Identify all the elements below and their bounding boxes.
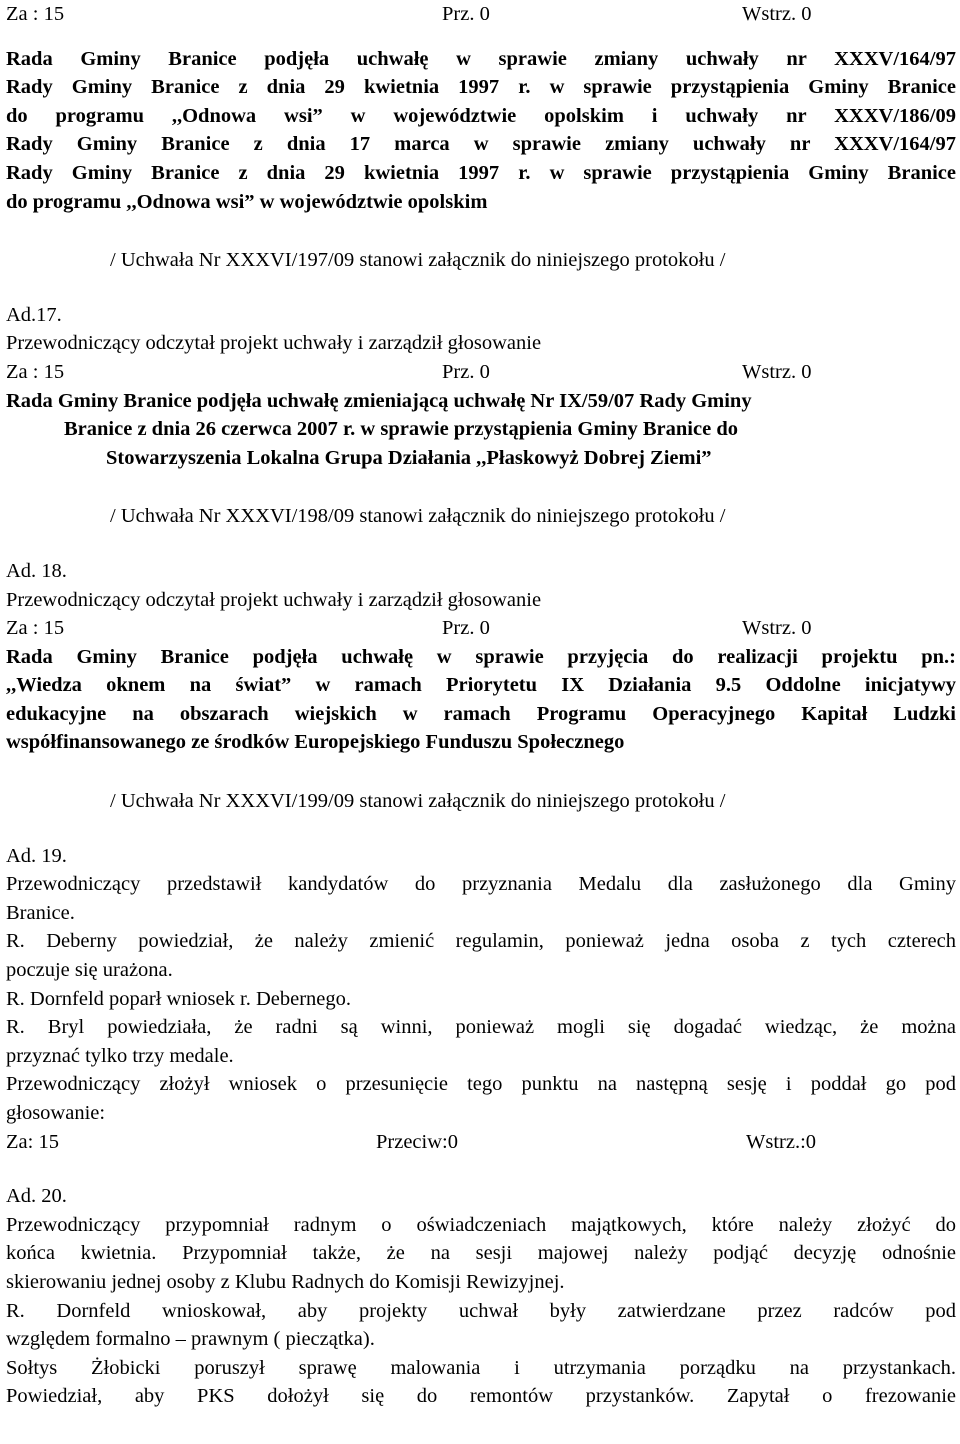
resolution-text — [6, 643, 956, 757]
paragraph-line: Sołtys Żłobicki poruszył sprawę malowania i utrzymania porządku na przystankach. — [6, 1356, 956, 1379]
votes-for: Za : 15 — [6, 617, 65, 640]
section-heading-ad20: Ad. 20. — [6, 1185, 67, 1208]
votes-for: Za : 15 — [6, 360, 65, 383]
section-text: Przewodniczący odczytał projekt uchwały i zarządził głosowanie — [6, 588, 542, 611]
section-heading-ad18: Ad. 18. — [6, 559, 67, 582]
votes-abstain: Wstrz. 0 — [742, 3, 812, 25]
paragraph-line: R. Deberny powiedział, że należy zmienić regulamin, ponieważ jedna osoba z tych czterech — [6, 930, 956, 953]
paragraph-line: końca kwietnia. Przypomniał także, że na sesji majowej należy podjąć decyzję odnośnie — [6, 1242, 956, 1265]
resolution-line: do programu ,,Odnowa wsi” w województwie opolskim i uchwały nr XXXV/186/09 — [6, 104, 956, 127]
resolution-line: Rady Gminy Branice z dnia 29 kwietnia 1997 r. w sprawie przystąpienia Gminy Branice — [6, 76, 956, 99]
paragraph-line: R. Bryl powiedziała, że radni są winni, ponieważ mogli się dogadać wiedząc, że można — [6, 1016, 956, 1039]
paragraph-line: Przewodniczący przedstawił kandydatów do przyznania Medalu dla zasłużonego dla Gminy — [6, 873, 956, 896]
resolution-line: edukacyjne na obszarach wiejskich w ramach Programu Operacyjnego Kapitał Ludzki — [6, 702, 956, 725]
paragraph-line: Branice. — [6, 901, 75, 924]
votes-for: Za: 15 — [6, 1130, 59, 1153]
paragraph-line: Przewodniczący złożył wniosek o przesunięcie tego punktu na następną sesję i poddał go pod — [6, 1073, 956, 1096]
protocol-page — [6, 0, 956, 1411]
votes-against: Prz. 0 — [442, 3, 490, 25]
section-text: Przewodniczący odczytał projekt uchwały i zarządził głosowanie — [6, 332, 542, 355]
resolution-line: współfinansowanego ze środków Europejskiego Funduszu Społecznego — [6, 731, 625, 754]
paragraph-line: Powiedział, aby PKS dołożył się do remontów przystanków. Zapytał o frezowanie — [6, 1385, 956, 1408]
votes-abstain: Wstrz.:0 — [746, 1130, 817, 1153]
vote-result — [6, 358, 956, 387]
section-heading-ad17: Ad.17. — [6, 303, 62, 326]
vote-result — [6, 0, 956, 29]
votes-against: Prz. 0 — [442, 360, 490, 383]
paragraph-line: Przewodniczący przypomniał radnym o oświadczeniach majątkowych, które należy złożyć do — [6, 1213, 956, 1236]
paragraph-line: skierowaniu jednej osoby z Klubu Radnych do Komisji Rewizyjnej. — [6, 1270, 565, 1293]
resolution-line: Rady Gminy Branice z dnia 17 marca w sprawie zmiany uchwały nr XXXV/164/97 — [6, 133, 956, 156]
attachment-note: / Uchwała Nr XXXVI/198/09 stanowi załącznik do niniejszego protokołu / — [110, 505, 726, 528]
votes-against: Przeciw:0 — [376, 1130, 458, 1153]
vote-result — [6, 614, 956, 643]
paragraph-line: R. Dornfeld wnioskował, aby projekty uchwał były zatwierdzane przez radców pod — [6, 1299, 956, 1322]
section-heading-ad19: Ad. 19. — [6, 844, 67, 867]
attachment-note: / Uchwała Nr XXXVI/197/09 stanowi załącznik do niniejszego protokołu / — [110, 249, 726, 272]
paragraph-line: przyznać tylko trzy medale. — [6, 1044, 234, 1067]
paragraph-line: względem formalno – prawnym ( pieczątka). — [6, 1328, 375, 1351]
resolution-text — [6, 387, 956, 473]
resolution-text — [6, 45, 956, 217]
paragraph-line: poczuje się urażona. — [6, 959, 173, 982]
votes-for: Za : 15 — [6, 3, 65, 25]
paragraph-line: głosowanie: — [6, 1102, 106, 1124]
votes-against: Prz. 0 — [442, 617, 490, 640]
resolution-line: Rada Gminy Branice podjęła uchwałę w sprawie przyjęcia do realizacji projektu pn.: — [6, 645, 956, 668]
resolution-line: Rada Gminy Branice podjęła uchwałę zmieniającą uchwałę Nr IX/59/07 Rady Gminy — [6, 389, 752, 412]
resolution-line: Rady Gminy Branice z dnia 29 kwietnia 1997 r. w sprawie przystąpienia Gminy Branice — [6, 161, 956, 184]
resolution-line: Stowarzyszenia Lokalna Grupa Działania ,,Płaskowyż Dobrej Ziemi” — [106, 446, 712, 469]
votes-abstain: Wstrz. 0 — [742, 617, 812, 640]
resolution-line: ,,Wiedza oknem na świat” w ramach Priorytetu IX Działania 9.5 Oddolne inicjatywy — [6, 674, 956, 697]
resolution-line: Rada Gminy Branice podjęła uchwałę w sprawie zmiany uchwały nr XXXV/164/97 — [6, 47, 956, 70]
resolution-line: Branice z dnia 26 czerwca 2007 r. w sprawie przystąpienia Gminy Branice do — [64, 418, 738, 441]
resolution-line: do programu ,,Odnowa wsi” w województwie opolskim — [6, 190, 488, 213]
attachment-note: / Uchwała Nr XXXVI/199/09 stanowi załącznik do niniejszego protokołu / — [110, 790, 726, 813]
vote-result — [6, 1128, 956, 1157]
votes-abstain: Wstrz. 0 — [742, 360, 812, 383]
paragraph-line: R. Dornfeld poparł wniosek r. Debernego. — [6, 987, 351, 1010]
